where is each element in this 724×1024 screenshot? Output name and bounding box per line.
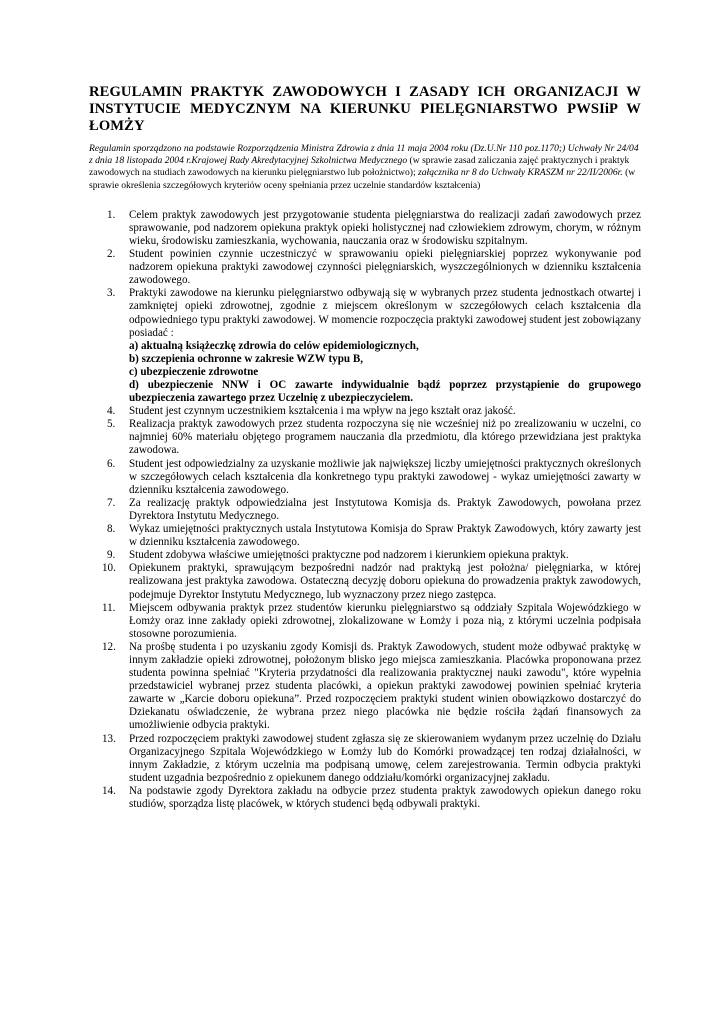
rule-item bbox=[89, 523, 641, 549]
legal-basis-part1: Regulamin sporządzono na podstawie Rozporządzenia Ministra Zdrowia z dnia 11 maja 2004 roku (Dz.U.Nr 110 poz.1170;) Uchwały Nr 24/04 z dnia 18 listopada 2004 r.Krajowej Rady Akredytacyjnej Szkolnictwa Medycznego bbox=[89, 142, 639, 166]
legal-basis-note bbox=[89, 143, 641, 192]
rule-number: 10. bbox=[102, 562, 116, 575]
rule-number: 14. bbox=[102, 784, 116, 797]
rule-text: Na podstawie zgody Dyrektora zakładu na odbycie przez studenta praktyk zawodowych opiekun danego roku studiów, sporządza listę placówek, w których studenci będą odbywali praktyki. bbox=[129, 784, 641, 811]
rule-number: 9. bbox=[107, 549, 116, 562]
rule-text: Przed rozpoczęciem praktyki zawodowej student zgłasza się ze skierowaniem wydanym przez uczelnię do Działu Organizacyjnego Szpitala Wojewódzkiego w Łomży lub do Komórki prowadzącej ten rodzaj działalności, w innym Zakładzie, z którym uczelnia ma podpisaną umowę, celem zarejestrowania. Termin odbycia praktyki student uzgadnia bezpośrednio z opiekunem danego oddziału/komórki organizacyjnej zakładu. bbox=[129, 732, 641, 784]
rule-number: 12. bbox=[102, 640, 116, 653]
rule-item bbox=[89, 602, 641, 641]
rule-item bbox=[89, 497, 641, 523]
rule-number: 6. bbox=[107, 457, 116, 470]
rule-number: 2. bbox=[107, 248, 116, 261]
document-page bbox=[89, 84, 641, 811]
legal-basis-part4: (w sprawie określenia szczegółowych kryteriów oceny spełniania przez uczelnie standardów kształcenia) bbox=[89, 167, 636, 191]
rules-list bbox=[89, 209, 641, 811]
rule-number: 3. bbox=[107, 287, 116, 300]
legal-basis-part2: (w sprawie zasad zaliczania zajęć praktycznych i praktyk zawodowych na studiach zawodowych na kierunku pielęgniarstwo lub położnictwo); bbox=[89, 154, 630, 179]
rule-item bbox=[89, 733, 641, 785]
rule-number: 11. bbox=[102, 601, 116, 614]
rule-number: 7. bbox=[107, 496, 116, 509]
rule-text: Celem praktyk zawodowych jest przygotowanie studenta pielęgniarstwa do realizacji zadań zawodowych przez sprawowanie, pod nadzorem opiekuna praktyk opieki holistycznej nad człowiekiem zdrowym, chorym, w różnym wieku, środowisku zamieszkania, wychowania, nauczania oraz w środowisku szpitalnym. bbox=[129, 208, 641, 247]
rule-number: 13. bbox=[102, 732, 116, 745]
rule-item bbox=[89, 209, 641, 248]
rule-number: 4. bbox=[107, 405, 116, 418]
rule-number: 1. bbox=[107, 208, 116, 221]
rule-item bbox=[89, 405, 641, 418]
rule-item bbox=[89, 785, 641, 811]
document-title: REGULAMIN PRAKTYK ZAWODOWYCH I ZASADY ICH ORGANIZACJI W INSTYTUCIE MEDYCZNYM NA KIERUNKU PIELĘGNIARSTWO PWSIiP W ŁOMŻY bbox=[89, 84, 641, 135]
rule-item bbox=[89, 549, 641, 562]
rule-item bbox=[89, 287, 641, 405]
rule-number: 8. bbox=[107, 523, 116, 536]
requirement-health-book: a) aktualną książeczkę zdrowia do celów epidemiologicznych, bbox=[129, 339, 419, 352]
rule-text: Za realizację praktyk odpowiedzialna jest Instytutowa Komisja ds. Praktyk Zawodowych, powołana przez Dyrektora Instytutu Medycznego. bbox=[129, 496, 641, 522]
rule-number: 5. bbox=[107, 418, 116, 431]
requirement-health-insurance: c) ubezpieczenie zdrowotne bbox=[129, 365, 259, 378]
requirement-nnw-oc-insurance: d) ubezpieczenie NNW i OC zawarte indywidualnie bądź poprzez przystąpienie do grupowego ubezpieczenia zawartego przez Uczelnię z ubezpieczycielem. bbox=[129, 379, 641, 405]
rule-item bbox=[89, 248, 641, 287]
rule-text: Student powinien czynnie uczestniczyć w sprawowaniu opieki pielęgniarskiej poprzez wykonywanie pod nadzorem opiekuna praktyki zawodowej czynności pielęgniarskich, wyszczególnionych w dzienniku kształcenia zawodowego. bbox=[129, 248, 641, 287]
rule-text: Na prośbę studenta i po uzyskaniu zgody Komisji ds. Praktyk Zawodowych, student może odbywać praktykę w innym zakładzie opieki zdrowotnej, położonym blisko jego miejsca zamieszkania. Placówka proponowana przez studenta powinna spełniać "Kryteria przydatności dla realizowania praktycznej nauki zawodu", które wypełnia przedstawiciel wybranej przez studenta placówki, a opiekun praktyki zawodowej powinien spełniać kryteria zawarte w „Karcie doboru opiekuna”. Przed rozpoczęciem praktyki student winien obowiązkowo dostarczyć do Dziekanatu oświadczenie, że wybrana przez niego placówka nie będzie rościła żądań finansowych za umożliwienie odbycia praktyki. bbox=[129, 640, 641, 732]
rule-text: Wykaz umiejętności praktycznych ustala Instytutowa Komisja do Spraw Praktyk Zawodowych, który zawarty jest w dzienniku kształcenia zawodowego. bbox=[129, 523, 641, 549]
rule-item bbox=[89, 458, 641, 497]
rule-item bbox=[89, 562, 641, 601]
legal-basis-part3: załącznika nr 8 do Uchwały KRASZM nr 22/II/2006r. bbox=[418, 167, 623, 179]
rule-item bbox=[89, 418, 641, 457]
requirement-vaccination: b) szczepienia ochronne w zakresie WZW typu B, bbox=[129, 352, 364, 365]
rule-text: Opiekunem praktyki, sprawującym bezpośredni nadzór nad praktyką jest położna/ pielęgniarka, w której realizowana jest praktyka zawodowa. Ostateczną decyzję doboru opiekuna do prowadzenia praktyk zawodowych, podejmuje Dyrektor Instytutu Medycznego, lub wyznaczony przez niego zastępca. bbox=[129, 562, 641, 601]
rule-text: Student jest odpowiedzialny za uzyskanie możliwie jak największej liczby umiejętności praktycznych określonych w szczegółowych celach kształcenia dla konkretnego typu praktyki zawodowej - wykaz umiejętności zawarty w dzienniku kształcenia zawodowego. bbox=[129, 457, 641, 496]
rule-item bbox=[89, 641, 641, 733]
rule-text: Student jest czynnym uczestnikiem kształcenia i ma wpływ na jego kształt oraz jakość. bbox=[129, 405, 516, 418]
rule-text: Student zdobywa właściwe umiejętności praktyczne pod nadzorem i kierunkiem opiekuna praktyk. bbox=[129, 549, 569, 562]
rule-text: Miejscem odbywania praktyk przez studentów kierunku pielęgniarstwo są oddziały Szpitala Wojewódzkiego w Łomży oraz inne zakłady opieki zdrowotnej, zlokalizowane w Łomży i poza nią, z którymi uczelnia podpisała stosowne porozumienia. bbox=[129, 601, 641, 640]
rule-text: Praktyki zawodowe na kierunku pielęgniarstwo odbywają się w wybranych przez studenta jednostkach otwartej i zamkniętej opieki zdrowotnej, zgodnie z miejscem określonym w szczegółowych celach kształcenia dla odpowiedniego typu praktyki zawodowej. W momencie rozpoczęcia praktyki zawodowej student jest zobowiązany posiadać : bbox=[129, 287, 641, 339]
rule-text: Realizacja praktyk zawodowych przez studenta rozpoczyna się nie wcześniej niż po zrealizowaniu w uczelni, co najmniej 60% materiału objętego programem nauczania dla przedmiotu, dla którego przewidziana jest praktyka zawodowa. bbox=[129, 418, 641, 457]
